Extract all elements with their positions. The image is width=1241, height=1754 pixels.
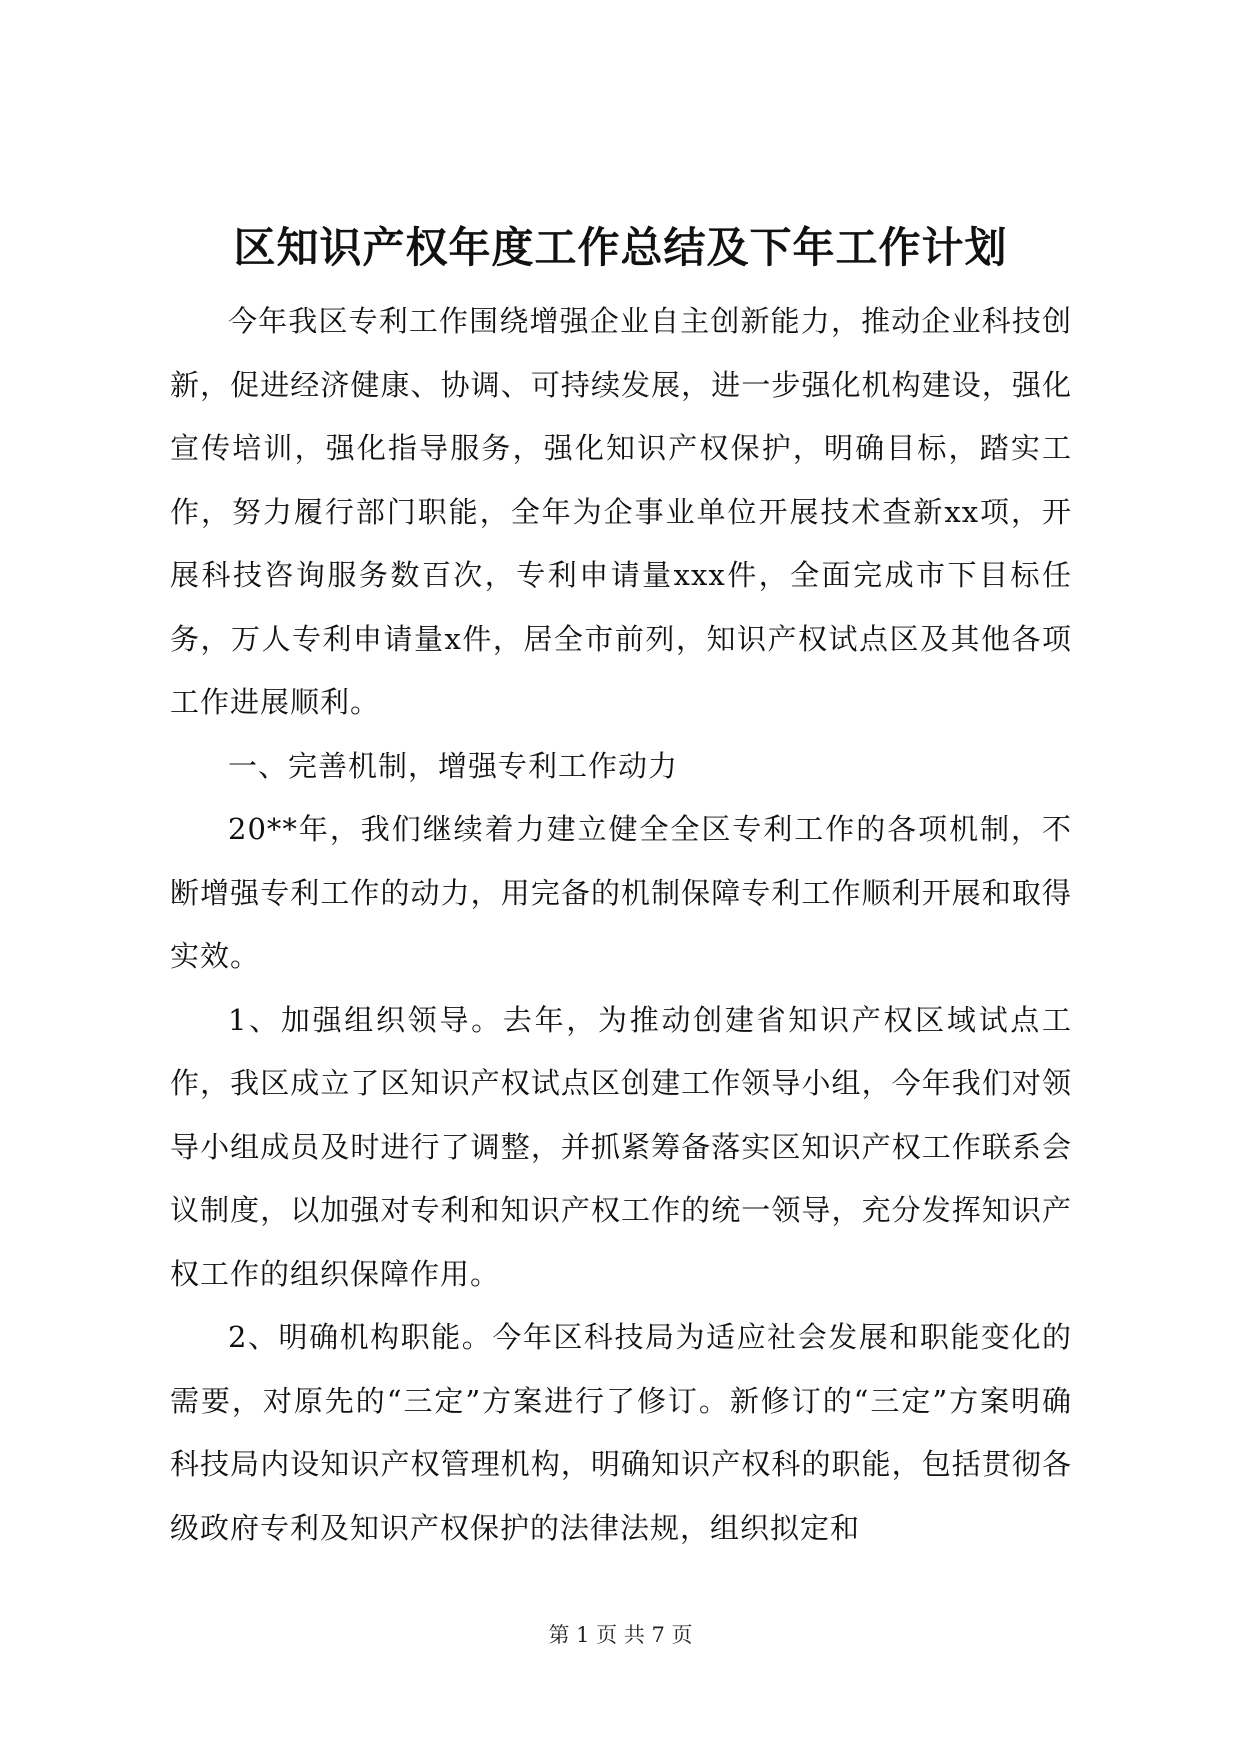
paragraph-intro: 今年我区专利工作围绕增强企业自主创新能力，推动企业科技创新，促进经济健康、协调、可持续发展，进一步强化机构建设，强化宣传培训，强化指导服务，强化知识产权保护，明确目标，踏实工作，努力履行部门职能，全年为企事业单位开展技术查新xx项，开展科技咨询服务数百次，专利申请量xxx件，全面完成市下目标任务，万人专利申请量x件，居全市前列，知识产权试点区及其他各项工作进展顺利。 [170,304,1072,719]
paragraph-mechanism: 20**年，我们继续着力建立健全全区专利工作的各项机制，不断增强专利工作的动力，用完备的机制保障专利工作顺利开展和取得实效。 [170,812,1072,973]
document-title: 区知识产权年度工作总结及下年工作计划 [233,223,1008,272]
document-body [170,290,1072,1560]
paragraph-leadership: 1、加强组织领导。去年，为推动创建省知识产权区域试点工作，我区成立了区知识产权试点区创建工作领导小组，今年我们对领导小组成员及时进行了调整，并抓紧筹备落实区知识产权工作联系会议制度，以加强对专利和知识产权工作的统一领导，充分发挥知识产权工作的组织保障作用。 [170,1002,1072,1291]
section-heading: 一、完善机制，增强专利工作动力 [228,748,679,783]
page-footer: 第 1 页 共 7 页 [548,1623,693,1647]
paragraph-institution: 2、明确机构职能。今年区科技局为适应社会发展和职能变化的需要，对原先的“三定”方案进行了修订。新修订的“三定”方案明确科技局内设知识产权管理机构，明确知识产权科的职能，包括贯彻各级政府专利及知识产权保护的法律法规，组织拟定和 [170,1320,1072,1545]
